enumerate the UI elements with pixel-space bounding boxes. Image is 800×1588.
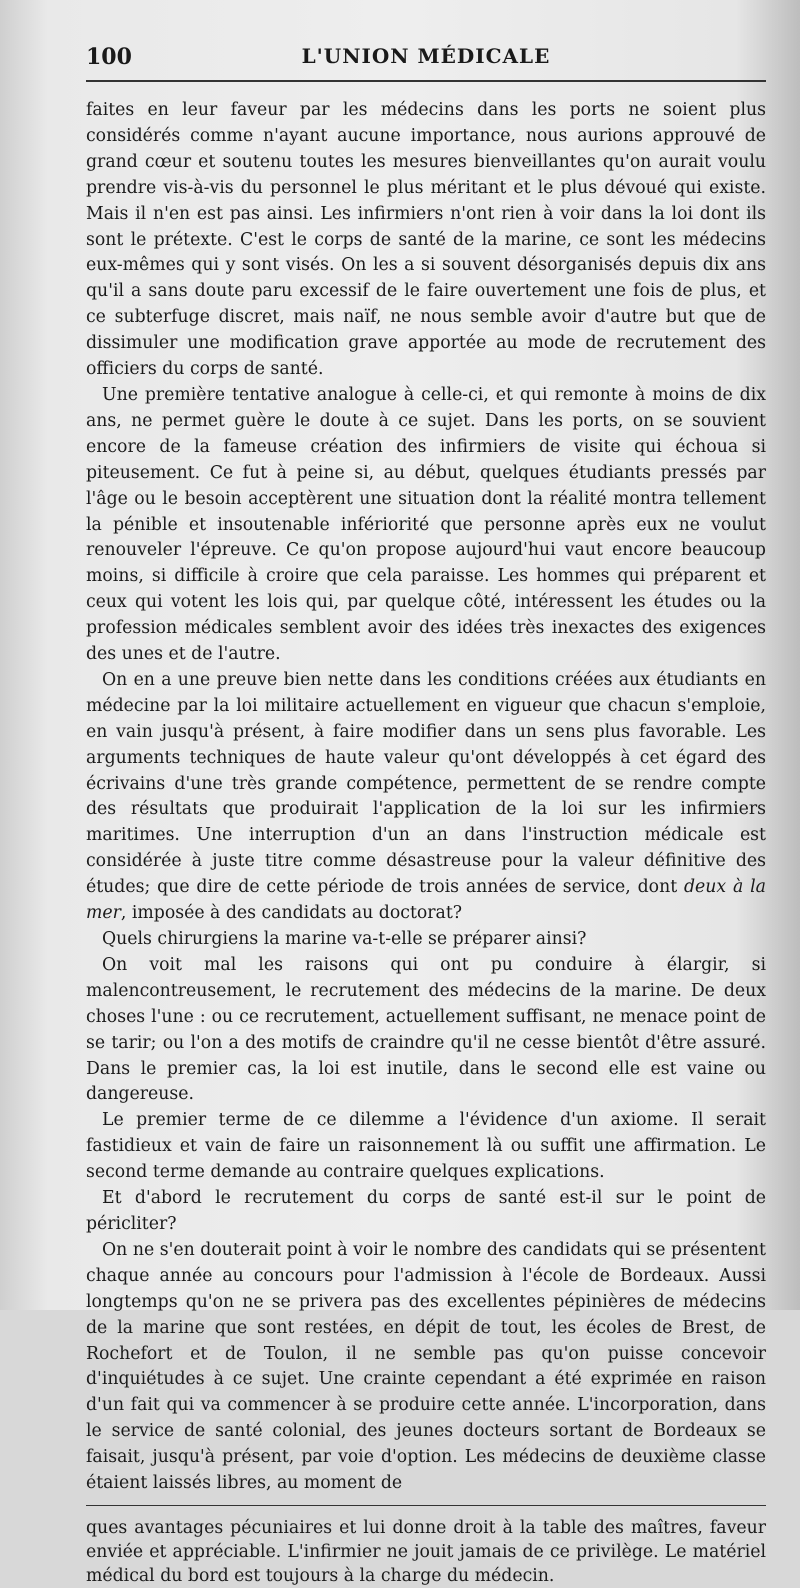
paragraph-3-part-1: On en a une preuve bien nette dans les conditions créées aux étudiants en médecine par la loi militaire actuellement en vigueur que chacun s'emploie, en vain jusqu'à présent, à faire modifier dans un sens plus favorable. Les arguments techniques de haute valeur qu'ont développés à cet égard des écrivains d'une très grande compétence, permettent de se rendre compte des résultats que produirait l'application de la loi sur les infirmiers maritimes. Une interruption d'un an dans l'instruction médicale est considérée à juste titre comme désastreuse pour la valeur définitive des études; que dire de cette période de trois années de service, dont <box>86 669 766 898</box>
paragraph-4: Quels chirurgiens la marine va-t-elle se préparer ainsi? <box>102 929 587 949</box>
paragraph-1: faites en leur faveur par les médecins dans les ports ne soient plus considérés comme n'ayant aucune importance, nous aurions approuvé de grand cœur et soutenu toutes les mesures bienveillantes qu'on aurait voulu prendre vis-à-vis du personnel le plus méritant et le plus dévoué qui existe. Mais il n'en est pas ainsi. Les infirmiers n'ont rien à voir dans la loi dont ils sont le prétexte. C'est le corps de santé de la marine, ce sont les médecins eux-mêmes qui y sont visés. On les a si souvent désorganisés depuis dix ans qu'il a sans doute paru excessif de le faire ouvertement une fois de plus, et ce subterfuge discret, mais naïf, ne nous semble avoir d'autre but que de dissimuler une modification grave apportée au mode de recrutement des officiers du corps de santé. <box>86 100 766 380</box>
footnote-rule <box>86 1505 766 1506</box>
paragraph-8: On ne s'en douterait point à voir le nombre des candidats qui se présentent chaque année au concours pour l'admission à l'école de Bordeaux. Aussi longtemps qu'on ne se privera pas des excellentes pépinières de médecins de la marine que sont restées, en dépit de tout, les écoles de Brest, de Rochefort et de Toulon, il ne semble pas qu'on puisse concevoir d'inquiétudes à ce sujet. Une crainte cependant a été exprimée en raison d'un fait qui va commencer à se produire cette année. L'incorporation, dans le service de santé colonial, des jeunes docteurs sortant de Bordeaux se faisait, jusqu'à présent, par voie d'option. Les médecins de deuxième classe étaient laissés libres, au moment de <box>86 1239 766 1494</box>
main-text <box>86 98 766 1497</box>
paragraph-3-italic: deux à la mer <box>86 877 766 924</box>
paragraph-6: Le premier terme de ce dilemme a l'évidence d'un axiome. Il serait fastidieux et vain de faire un raisonnement là ou suffit une affirmation. Le second terme demande au contraire quelques explications. <box>86 1110 766 1183</box>
paragraph-2: Une première tentative analogue à celle-ci, et qui remonte à moins de dix ans, ne permet guère le doute à ce sujet. Dans les ports, on se souvient encore de la fameuse création des infirmiers de visite qui échoua si piteusement. Ce fut à peine si, au début, quelques étudiants pressés par l'âge ou le besoin acceptèrent une situation dont la réalité montra tellement la pénible et insoutenable infériorité que personne après eux ne voulut renouveler l'épreuve. Ce qu'on propose aujourd'hui vaut encore beaucoup moins, si difficile à croire que cela paraisse. Les hommes qui préparent et ceux qui votent les lois qui, par quelque côté, intéressent les études ou la profession médicales semblent avoir des idées très inexactes des exigences des unes et de l'autre. <box>86 384 766 665</box>
paragraph-5: On voit mal les raisons qui ont pu conduire à élargir, si malencontreusement, le recrutement des médecins de la marine. De deux choses l'une : ou ce recrutement, actuellement suffisant, ne menace point de se tarir; ou l'on a des motifs de craindre qu'il ne cesse bientôt d'être assuré. Dans le premier cas, la loi est inutile, dans le second elle est vaine ou dangereuse. <box>86 954 766 1105</box>
paragraph-3 <box>86 668 766 927</box>
footnote-text: ques avantages pécuniaires et lui donne droit à la table des maîtres, faveur enviée et appréciable. L'infirmier ne jouit jamais de ce privilège. Le matériel médical du bord est toujours à la charge du médecin. <box>86 1517 766 1586</box>
running-title: L'UNION MÉDICALE <box>301 44 551 68</box>
footnote <box>86 1516 766 1588</box>
paragraph-3-part-2: , imposée à des candidats au doctorat? <box>120 903 463 924</box>
page-number: 100 <box>86 44 132 70</box>
paragraph-7: Et d'abord le recrutement du corps de santé est-il sur le point de péricliter? <box>86 1188 766 1234</box>
page-header <box>86 40 766 74</box>
header-rule <box>86 80 766 82</box>
